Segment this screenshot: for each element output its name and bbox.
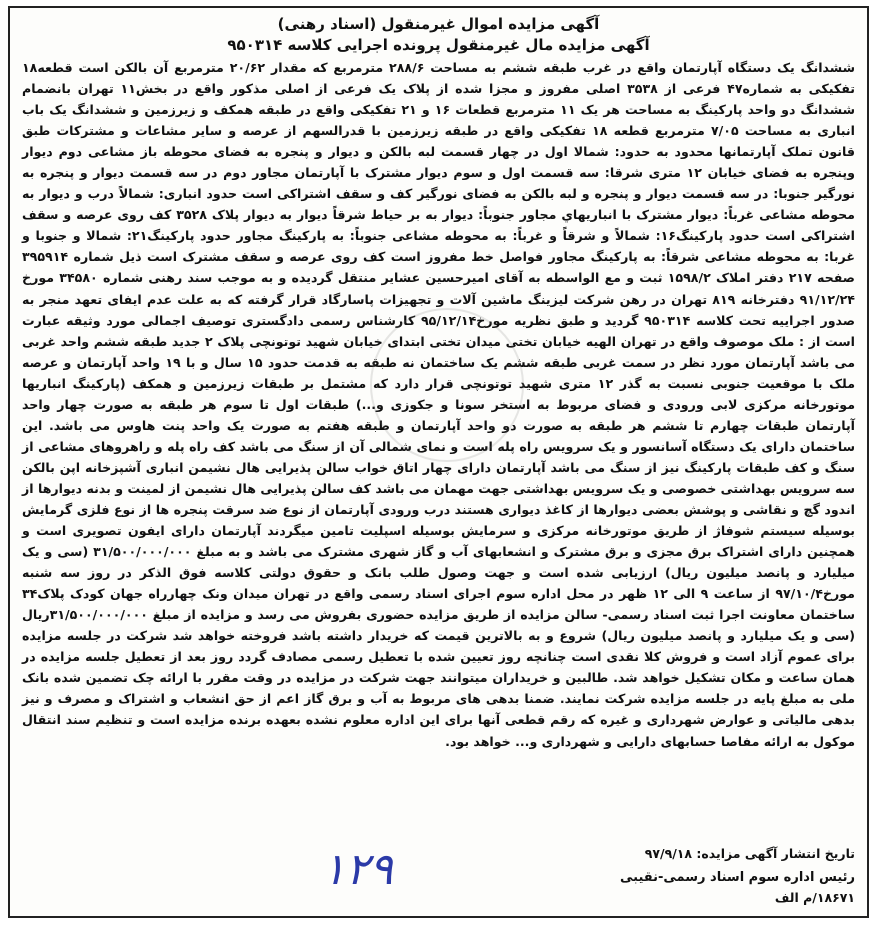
notice-title: آگهی مزایده اموال غیرمنقول (اسناد رهنی) [277, 15, 600, 33]
handwritten-number: ۱۲۹ [322, 844, 393, 895]
signer-name: رئیس اداره سوم اسناد رسمی-نقیبی [620, 870, 855, 885]
notice-subtitle: آگهی مزایده مال غیرمنقول پرونده اجرایی کلاسه ۹۵۰۳۱۴ [227, 36, 650, 54]
notice-page [8, 6, 869, 918]
notice-footer [22, 846, 855, 910]
reference-number: ۱۸۶۷۱/م الف [774, 890, 855, 905]
notice-paragraph: ششدانگ یک دستگاه آپارتمان واقع در غرب طبقه ششم به مساحت ۲۸۸/۶ مترمربع که مقدار ۲۰/۶۲ مترمربع آن بالکن است قطعه۱۸ تفکیکی به شماره۴۷ فرعی از ۳۵۳۸ اصلی مفروز و مجزا شده از پلاک یک فرعی از اصلی مذکور واقع در بخش۱۱ تهران بانضمام ششدانگ دو واحد پارکینگ به مساحت هر یک ۱۱ مترمربع قطعات ۱۶ و ۲۱ تفکیکی واقع در طبقه همکف و زیرزمین و ششدانگ یک باب انباری به مساحت ۷/۰۵ مترمربع قطعه ۱۸ تفکیکی واقع در طبقه زیرزمین با قدرالسهم از عرصه و سایر مشاعات و مشترکات طبق قانون تملک آپارتمانها محدود به حدود: شمالا اول در چهار قسمت لبه بالکن و دیوار و پنجره به فضای محوطه باز مشاعی دوم دیوار وپنجره به فضای خیابان ۱۲ متری شرقا: سه قسمت اول و سوم دیوار مشترک با آپارتمان مجاور دوم در سه قسمت دیوار و پنجره به نورگیر جنوبا: در سه قسمت دیوار و پنجره و لبه بالکن به فضای نورگیر کف و سقف اشتراکی است حدود انباری: شمالاً درب و دیوار به محوطه مشاعی غرباً: دیوار مشترک با انباریهاي مجاور جنوباً: دیوار به بر حیاط شرقاً دیوار به دیوار پلاک ۳۵۲۸ کف روی عرصه و سقف اشتراکی است حدود پارکینگ۱۶: شمالاً و شرقاً و غرباً: به محوطه مشاعی جنوباً: به پارکینگ مجاور حدود پارکینگ۲۱: شمالا و جنوبا و غربا: به محوطه مشاعی شرقاً: به پارکینگ مجاور فواصل خط مفروز است کف روی عرصه و سقف مشترک است ذیل شماره ۳۹۵۹۱۴ صفحه ۲۱۷ دفتر املاک ۱۵۹۸/۲ ثبت و مع الواسطه به آقای امیرحسین عشایر منتقل گردیده و به موجب سند رهنی شماره ۳۴۵۸۰ مورخ ۹۱/۱۲/۲۴ دفترخانه ۸۱۹ تهران در رهن شرکت لیزینگ ماشین آلات و تجهیزات پاسارگاد قرار گرفته که به علت عدم ایفای تعهد منجر به صدور اجراییه تحت کلاسه ۹۵۰۳۱۴ گردید و طبق نظریه مورخ۹۵/۱۲/۱۴ کارشناس رسمی دادگستری توصیف اجمالی مورد وثیقه عبارت است از : ملک موصوف واقع در تهران الهیه خیابان تختی میدان تختی ابتدای خیابان شهید توتونچی پلاک ۲ جدید طبقه ششم واحد غربی می باشد آپارتمان مورد نظر در سمت غربی طبقه ششم یک ساختمان نه طبقه به قدمت حدود ۱۵ سال و با ۱۹ واحد آپارتمان و عرصه ملک با موقعیت جنوبی نسبت به گذر ۱۲ متری شهید توتونچی قرار دارد که مشتمل بر طبقات زیرزمین و همکف (پارکینگ انباریها موتورخانه مرکزی لابی ورودی و فضای مربوط به استخر سونا و جکوزی و...) طبقات اول تا سوم هر طبقه به صورت چهار واحد آپارتمان طبقات چهارم تا ششم هر طبقه به صورت دو واحد آپارتمان و طبقه هفتم به صورت یک واحد پنت هاوس می باشد. این ساختمان دارای یک دستگاه آسانسور و یک سرویس راه پله است و نمای شمالی آن از سنگ می باشد کف راه پله و راهروهای مشاعی از سنگ و کف طبقات پارکینگ نیز از سنگ می باشد آپارتمان دارای چهار اتاق خواب سالن پذیرایی هال نشیمن انباری آشپزخانه اپن بالکن سه سرویس بهداشتی خصوصی و یک سرویس بهداشتی جهت مهمان می باشد کف سالن پذیرایی هال نشیمن از لمینت و بدنه دیوارها از اندود گچ و نقاشی و پوشش بعضی دیوارها از کاغذ دیواری هستند درب ورودی آپارتمان از نوع ضد سرقت پنجره ها از نوع فلزی گرمایش بوسیله سیستم شوفاژ از طریق موتورخانه مرکزی و سرمایش بوسیله اسپلیت تامین میگردند آپارتمان دارای ایفون تصویری است و همچنین دارای اشتراک برق مجزی و برق مشترک و انشعابهای آب و گاز شهری مشترک می باشد و به مبلغ ۳۱/۵۰۰/۰۰۰/۰۰۰ (سی و یک میلیارد و پانصد میلیون ریال) ارزیابی شده است و جهت وصول طلب بانک و حقوق دولتی کلاسه فوق الذکر در روز سه شنبه مورخ۹۷/۱۰/۴ از ساعت ۹ الی ۱۲ ظهر در محل اداره سوم اجرای اسناد رسمی واقع در تهران میدان ونک چهارراه جهان کودک پلاک۳۴ ساختمان معاونت اجرا ثبت اسناد رسمی- سالن مزایده از طریق مزایده حضوری بفروش می رسد و مزایده از مبلغ ۳۱/۵۰۰/۰۰۰/۰۰۰ریال (سی و یک میلیارد و پانصد میلیون ریال) شروع و به بالاترین قیمت که خریدار داشته باشد فروخته خواهد شد شرکت در جلسه مزایده برای عموم آزاد است و فروش کلا نقدی است چنانچه روز تعیین شده با تعطیل رسمی مصادف گردد روز بعد از تعطیل جلسه مزایده در همان ساعت و مکان تشکیل خواهد شد. طالبین و خریداران میتوانند جهت شرکت در مزایده در وقت مقرر با ارائه چک تضمین شده بانک ملی به مبلغ پایه در جلسه مزایده شرکت نمایند. ضمنا بدهی های مربوط به آب و برق گاز اعم از حق انشعاب و اشتراک و مصرف و نیز بدهی مالیاتی و عوارض شهرداری و غیره که رقم قطعی آنها برای این اداره معلوم نشده بعهده برنده مزایده است و تنظیم سند انتقال موکول به ارائه مفاصا حسابهای دارایی و شهرداری و... خواهد بود. [22, 60, 855, 749]
publish-date: تاریخ انتشار آگهی مزایده: ۹۷/۹/۱۸ [644, 846, 855, 861]
notice-body [22, 57, 855, 752]
